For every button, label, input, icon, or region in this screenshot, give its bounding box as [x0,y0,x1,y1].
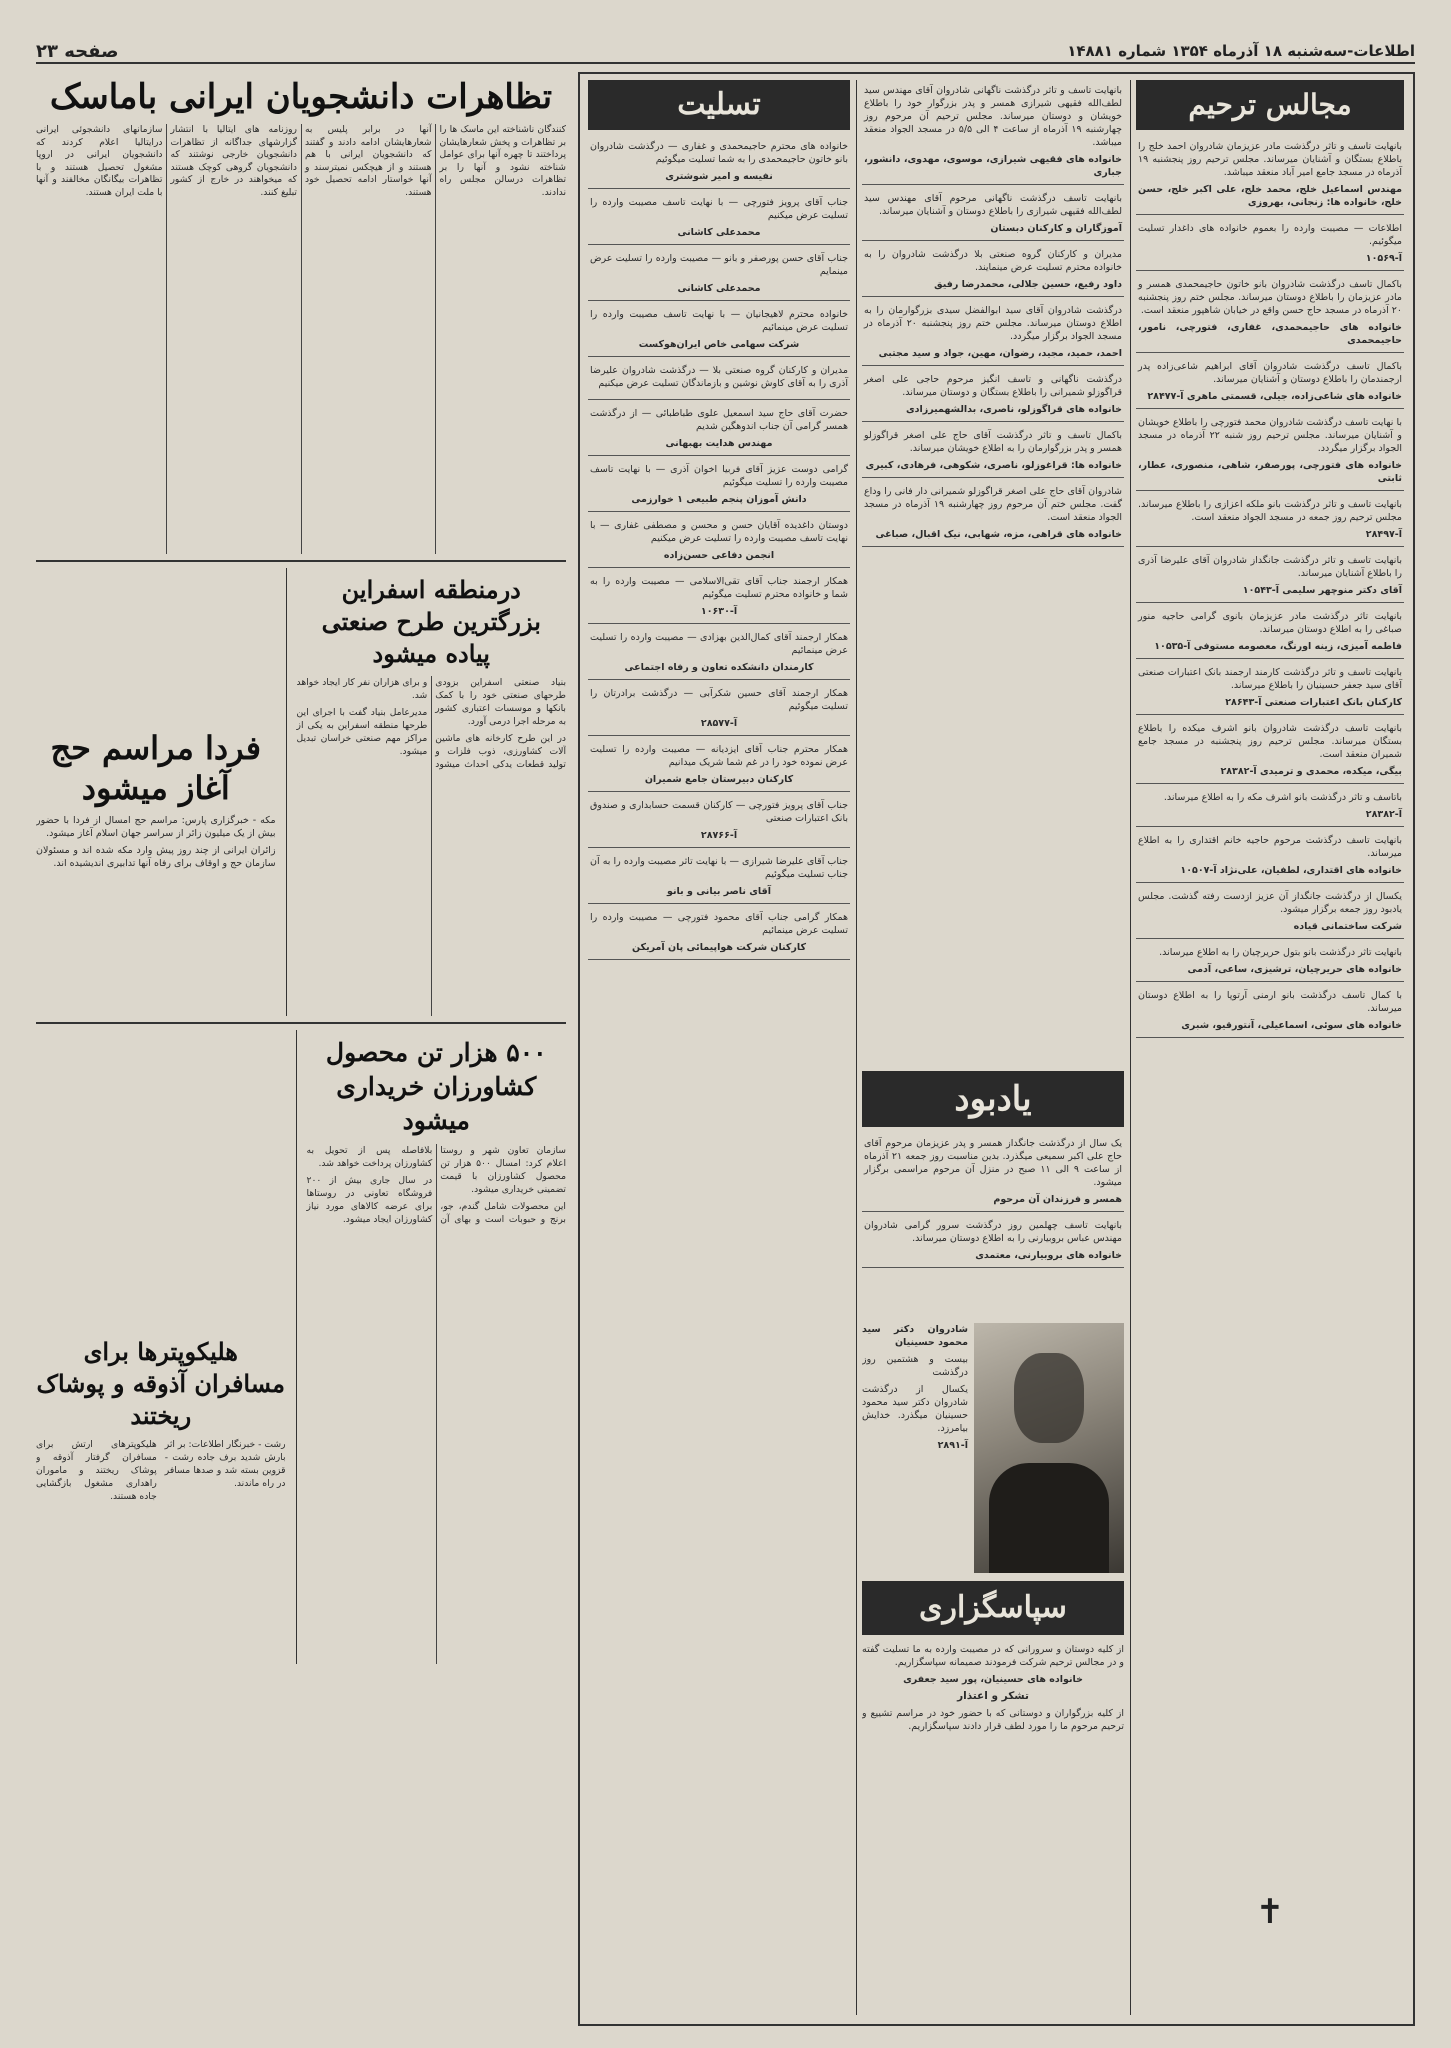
masthead [36,40,1415,64]
article-esfarayen-body [297,676,566,1016]
notice-family: شرکت ساختمانی قیاده [1293,921,1402,932]
notice-entry [1136,136,1404,215]
notice-entry [862,481,1124,547]
tashakor-text: از کلیه بزرگواران و دوستانی که با حضور خود در مراسم تشییع و ترحیم مرحوم ما را مورد لطف قرار دادند سپاسگزاریم. [862,1708,1124,1732]
notice-text: بانهایت تاسف و تاثر درگذشت جانگداز شادروان آقای علیرضا آذری را باطلاع آشنایان میرساند. [1138,555,1402,579]
notice-entry [588,304,850,357]
notice-text: خانواده های محترم حاجیمحمدی و غفاری — درگذشت شادروان بانو خاتون حاجیمحمدی را به شما تسلیت میگوئیم [590,141,848,165]
notice-text: بانهایت تاسف درگذشت شادروان بانو اشرف میکده را باطلاع بستگان میرساند. مجلس ترحیم روز پنجشنبه در مسجد جامع شمیران منعقد است. [1138,723,1402,760]
notice-text: گرامی دوست عزیز آقای فربیا اخوان آذری — با نهایت تاسف مصیبت وارده را تسلیت میگوئیم [590,464,848,488]
notice-family: خانواده های قراگوزلو، ناصری، بدالشهمیرزادی [905,404,1122,415]
notice-entry [862,425,1124,478]
notice-entry [588,403,850,456]
notice-family: خانواده های قراهی، مزه، شهابی، نیک اقبال، صباغی [875,529,1122,540]
divider [296,1030,297,1664]
notice-entry [1136,356,1404,409]
page-number: صفحه ۲۳ [36,40,119,62]
photo-sub: بیست و هشتمین روز درگذشت [862,1354,968,1378]
notice-text: مدیران و کارکنان گروه صنعتی بلا درگذشت شادروان را به خانواده محترم تسلیت عرض مینمایند. [864,249,1122,273]
notice-entry [862,244,1124,297]
notice-entry [862,1215,1124,1268]
notice-entry [1136,985,1404,1038]
news-row-2 [36,568,566,1016]
notice-signature: شرکت سهامی خاص ایران‌هوکست [638,339,800,350]
article-helicopters-body [36,1438,286,1648]
divider [1130,80,1131,2015]
issue-info: اطلاعات-سه‌شنبه ۱۸ آذرماه ۱۳۵۴ شماره ۱۴۸۸۱ [1067,42,1415,60]
notice-text: درگذشت شادروان آقای سید ابوالفضل سیدی بزرگوارمان را به اطلاع دوستان میرساند. مجلس ختم روز پنجشنبه ۲۰ آذرماه در مسجد الجواد برگزار میگردد. [864,305,1123,342]
notice-entry [588,360,850,400]
divider [36,1022,566,1024]
notice-text: همکار ارجمند آقای حسین شکرآبی — درگذشت برادرتان را تسلیت میگوئیم [590,688,848,712]
notice-family: خانواده های اقتداری، لطفیان، علی‌نژاد آ-۱۰۵۰۷ [1180,865,1402,876]
paragraph: مکه - خبرگزاری پارس: مراسم حج امسال از فردا با حضور بیش از یک میلیون زائر از سراسر جهان اسلام آغاز میشود. [36,815,276,839]
notice-text: باکمال تاسف درگذشت شادروان بانو خاتون حاجیمحمدی همسر و مادر عزیزمان را باطلاع دوستان میرساند. مجلس ختم روز پنجشنبه ۲۰ آذرماه در مسجد حاج حسن واقع در خیابان شاهپور منعقد است. [1138,279,1402,316]
notice-family: آموزگاران و کارکنان دبستان [990,223,1122,234]
paragraph: مدیرعامل بنیاد گفت با اجرای این طرحها منطقه اسفراین به یکی از مراکز مهم صنعتی خراسان تبدیل میشود. [296,707,428,757]
notice-signature: دانش آموزان پنجم طبیعی ۱ خوارزمی [631,494,807,505]
paragraph: در این طرح کارخانه های ماشین آلات کشاورزی، ذوب فلزات و تولید قطعات یدکی احداث میشود و برای هزاران نفر کار ایجاد خواهد شد. [296,677,566,770]
notice-family: کارکنان بانک اعتبارات صنعتی آ-۲۸۶۴۳ [1225,697,1402,708]
notice-family: داود رفیع، حسین جلالی، محمدرضا رفیق [934,279,1122,290]
notice-entry [588,515,850,568]
notice-entry [588,136,850,189]
notice-text: همکار ارجمند آقای کمال‌الدین بهزادی — مصیبت وارده را تسلیت عرض مینمائیم [590,632,848,656]
notice-family: بیگی، میکده، محمدی و ترمیدی آ-۲۸۳۸۲ [1220,766,1402,777]
notice-text: شادروان آقای حاج علی اصغر قراگوزلو شمیرانی دار فانی را وداع گفت. مجلس ختم آن مرحوم روز چهارشنبه ۱۹ آذرماه در مسجد الجواد منعقد است. [864,486,1122,523]
majales-entries [1136,136,1404,1906]
notice-entry [862,369,1124,422]
article-hajj-body [36,814,276,1014]
notice-family: خانواده های شاعی‌زاده، جیلی، قسمتی ماهری آ-۲۸۴۷۷ [1147,391,1402,402]
paragraph: روزنامه های ایتالیا با انتشار گزارشهای جداگانه از تظاهرات دانشجویان خارجی نوشتند که دانشجویان گروهی کوچک هستند که میخواهند در خارج از کشور تبلیغ کنند. [170,124,297,198]
notice-family: مهندس اسماعیل خلج، محمد خلج، علی اکبر خلج، حسن خلج، خانواده ها: زنجانی، بهروزی [1138,184,1402,208]
notice-signature: آقای ناصر بیانی و بانو [667,886,771,897]
divider [856,80,857,2015]
notice-entry [588,851,850,904]
notice-entry [1136,550,1404,603]
notice-signature: آ-۲۸۵۷۷ [700,718,738,729]
divider [286,568,287,1016]
notice-entry [1136,787,1404,827]
notice-family: خانواده های سوئی، اسماعیلی، آنتورقیو، شبری [1181,1020,1402,1031]
notice-signature: مهندس هدایت بهبهانی [665,438,773,449]
notice-entry [1136,718,1404,784]
notice-text: دوستان داغدیده آقایان حسن و محسن و مصطفی غفاری — با نهایت تاسف مصیبت وارده را تسلیت عرض میکنیم [590,520,848,544]
notice-text: بانهایت تاسف درگذشت مرحوم حاجیه خانم اقتداری را به اطلاع میرساند. [1138,835,1402,859]
article-farmers [307,1030,566,1664]
notice-family: فاطمه آمیزی، زینه اورنگ، معصومه مستوفی آ-۱۰۵۳۵ [1154,641,1402,652]
center-column [862,80,1124,2015]
divider [36,560,566,562]
article-helicopters [36,1030,286,1664]
notice-text: بانهایت تاسف و تاثر درگذشت ناگهانی شادروان آقای مهندس سید لطف‌الله فقیهی شیرازی همسر و پدر بزرگوار خود را باطلاع خویشان و دوستان میرساند. مجلس ترحیم آن مرحوم روز چهارشنبه ۱۹ آذرماه از ساعت ۴ الی ۵/۵ در مسجد الجواد منعقد میباشد. [864,85,1122,148]
photo-name: شادروان دکتر سید محمود حسینیان [862,1324,968,1348]
article-hajj [36,568,276,1016]
majales-column [1136,80,1404,2015]
notice-text: بانهایت تاسف چهلمین روز درگذشت سرور گرامی شادروان مهندس عباس بروبیارنی را به اطلاع دوستان میرساند. [864,1220,1122,1244]
notice-signature: محمدعلی کاشانی [677,283,761,294]
notice-signature: نفیسه و امیر شوشتری [665,171,773,182]
notice-entry [588,459,850,512]
paragraph: سازمانهای دانشجوئی ایرانی درایتالیا اعلام کردند که دانشجویان ایرانی در اروپا مشغول تحصیل هستند و با تظاهرات بیگانگان مخالفند و آنها با ملت ایران هستند. [36,124,163,198]
notice-family: آ-۱۰۵۶۹ [1365,253,1402,264]
notice-entry [1136,942,1404,982]
paragraph: هلیکوپترهای ارتش برای مسافران گرفتار آذوقه و پوشاک ریختند و ماموران راهداری مشغول بازگشایی جاده هستند. [36,1439,157,1502]
notice-text: حضرت آقای حاج سید اسمعیل علوی طباطبائی — از درگذشت همسر گرامی آن جناب اندوهگین شدیم [590,408,848,432]
news-row-3 [36,1030,566,1664]
notice-signature: انجمن دفاعی حسن‌زاده [663,550,775,561]
portrait-head [1014,1353,1084,1443]
notice-text: درگذشت ناگهانی و تاسف انگیز مرحوم حاجی علی اصغر قراگوزلو شمیرانی را باطلاع بستگان و دوستان میرساند. [864,374,1122,398]
yadbud-entries [862,1133,1124,1323]
paragraph: زائران ایرانی از چند روز پیش وارد مکه شده اند و مسئولان سازمان حج و اوقاف برای رفاه آنها تدابیری اندیشیده اند. [36,845,276,869]
paragraph: سازمان تعاون شهر و روستا اعلام کرد: امسال ۵۰۰ هزار تن محصول کشاورزان با قیمت تضمینی خریداری میشود. [440,1145,566,1195]
notice-text: جناب آقای حسن پورصفر و بانو — مصیبت وارده را تسلیت عرض مینمایم [590,253,848,277]
article-students [36,124,566,554]
notice-signature: کارکنان شرکت هواپیمائی پان آمریکن [632,942,806,953]
notice-entry [1136,412,1404,491]
notice-family: آ-۲۸۴۹۷ [1365,529,1402,540]
sepas-sig: خانواده های حسینیان، پور سید جعفری [903,1674,1083,1685]
portrait-photo [974,1323,1124,1573]
notice-family: آ-۲۸۳۸۲ [1365,809,1402,820]
majales-title: مجالس ترحیم [1136,80,1404,130]
cross-icon: ✝ [1255,1892,1285,1932]
notice-entry [1136,494,1404,547]
headline-esfarayen: درمنطقه اسفراین بزرگترین طرح صنعتی پیاده میشود [321,575,541,668]
notice-entry [1136,606,1404,659]
notice-text: یکسال از درگذشت جانگداز آن عزیز ازدست رفته گذشت. مجلس یادبود روز جمعه برگزار میشود. [1138,891,1402,915]
headline-helicopters: هلیکوپترها برای مسافران آذوقه و پوشاک ریختند [36,1337,286,1430]
notice-text: همکار ارجمند جناب آقای تقی‌الاسلامی — مصیبت وارده را به شما و خانواده محترم تسلیت میگوئیم [590,576,848,600]
notice-entry [588,907,850,960]
headline-students-masks: تظاهرات دانشجویان ایرانی باماسک [49,77,553,117]
paragraph: آنها در برابر پلیس به شعارهایشان ادامه دادند و گفتند که دانشجویان ایرانی با هم هستند و از هیچکس نمیترسند و آنها خواستار ادامه تحصیل خود هستند. [305,124,432,198]
notice-signature: کارمندان دانشکده تعاون و رفاه اجتماعی [624,662,814,673]
notice-text: اطلاعات — مصیبت وارده را بعموم خانواده های داغدار تسلیت میگوئیم. [1138,223,1402,247]
headline-farmers: ۵۰۰ هزار تن محصول کشاورزان خریداری میشود [325,1038,547,1135]
photo-notice-text [862,1323,968,1573]
center-entries [862,80,1124,1065]
notice-text: خانواده محترم لاهیجانیان — با نهایت تاسف مصیبت وارده را تسلیت عرض مینمائیم [590,309,848,333]
notice-entry [588,571,850,624]
notice-family: احمد، حمید، مجید، رضوان، مهین، جواد و سید مجتبی [878,348,1122,359]
notice-text: بانهایت تاثر درگذشت بانو بتول حریرچیان را به اطلاع میرساند. [1159,947,1402,958]
notice-text: بانهایت تاثر درگذشت مادر عزیزمان بانوی گرامی حاجیه منور صباغی را به اطلاع دوستان میرساند. [1138,611,1402,635]
tasliat-entries [588,136,850,960]
notice-entry [1136,662,1404,715]
paragraph: کنندگان ناشناخته این ماسک ها را بر تظاهرات و پخش شعارهایشان پرداختند تا چهره آنها برای عوامل شناخته نشود و آنها را بر تظاهرات درسالن مجلس راه ندادند. [439,124,566,198]
article-esfarayen [297,568,566,1016]
paragraph: رشت - خبرنگار اطلاعات: بر اثر بارش شدید برف جاده رشت - قزوین بسته شد و صدها مسافر در راه ماندند. [164,1439,286,1489]
paragraph: این محصولات شامل گندم، جو، برنج و حبوبات است و بهای آن بلافاصله پس از تحویل به کشاورزان پرداخت خواهد شد. [306,1145,566,1225]
notice-family: خانواده های فتورچی، پورصفر، شاهی، منصوری، عطار، ثابتی [1138,460,1402,484]
photo-sig: آ-۲۸۹۱ [937,1440,968,1451]
tashakor-title: تشکر و اعتذار [957,1690,1029,1702]
notice-text: همکار محترم جناب آقای ایزدیانه — مصیبت وارده را تسلیت عرض نموده خود را در غم شما شریک میدانیم [590,744,848,768]
notice-entry [1136,830,1404,883]
notice-entry [588,192,850,245]
notice-text: بانهایت تاسف درگذشت ناگهانی مرحوم آقای مهندس سید لطف‌الله فقیهی شیرازی را باطلاع دوستان و آشنایان میرساند. [864,193,1122,217]
notice-entry [862,80,1124,185]
notice-text: جناب آقای علیرضا شیرازی — با نهایت تاثر مصیبت وارده را به آن جناب تسلیت میگوئیم [590,856,848,880]
paragraph: در سال جاری بیش از ۲۰۰ فروشگاه تعاونی در روستاها برای عرضه کالاهای مورد نیاز کشاورزان ایجاد میشود. [306,1175,433,1225]
notice-text: با نهایت تاسف درگذشت شادروان محمد فتورچی را باطلاع خویشان و آشنایان میرساند. مجلس ترحیم روز شنبه ۲۲ آذرماه در مسجد الجواد برگزار میگردد. [1138,417,1402,454]
notice-entry [862,1133,1124,1212]
notice-signature: کارکنان دبیرستان جامع شمیران [644,774,794,785]
notice-text: یک سال از درگذشت جانگداز همسر و پدر عزیزمان مرحوم آقای حاج علی اکبر سمیعی میگذرد. بدین مناسبت روز جمعه ۲۱ آذرماه از ساعت ۹ الی ۱۱ صبح در منزل آن مرحوم مراسمی برگزار میشود. [864,1138,1122,1188]
notice-entry [588,795,850,848]
notice-text: همکار گرامی جناب آقای محمود فتورچی — مصیبت وارده را تسلیت عرض مینمائیم [590,912,848,936]
notice-entry [588,627,850,680]
notice-family: آقای دکتر منوچهر سلیمی آ-۱۰۵۴۳ [1242,585,1402,596]
notice-text: باکمال تاسف و تاثر درگذشت آقای حاج علی اصغر قراگوزلو همسر و پدر بزرگوارمان را به اطلاع خویشان میرساند. [864,430,1122,454]
spacer [36,1030,286,1330]
notice-family: خانواده های حاجیمحمدی، غفاری، فتورچی، نامور، حاجیمحمدی [1138,322,1402,346]
notice-entry [862,300,1124,366]
notice-text: بانهایت تاسف و تاثر درگذشت مادر عزیزمان شادروان احمد خلج را باطلاع بستگان و آشنایان میرساند. مجلس ترحیم روز پنجشنبه ۱۹ آذرماه در مسجد جامع امیر آباد منعقد میباشد. [1138,141,1402,178]
notice-entry [1136,274,1404,353]
notice-text: با کمال تاسف درگذشت بانو ارمنی آرتوپا را به اطلاع دوستان میرساند. [1138,990,1402,1014]
tasliat-title: تسلیت [588,80,850,130]
notice-signature: آ-۱۰۶۳۰ [700,606,738,617]
notice-entry [1136,218,1404,271]
notice-text: بانهایت تاسف و تاثر درگذشت بانو ملکه اعزازی را باطلاع میرساند. مجلس ترحیم روز جمعه در مسجد الجواد منعقد است. [1138,499,1402,523]
notice-entry [1136,886,1404,939]
tasliat-column [588,80,850,2015]
sepas-text: از کلیه دوستان و سرورانی که در مصیبت وارده به ما تسلیت گفته و در مجالس ترحیم شرکت فرمودند صمیمانه سپاسگزاریم. [862,1644,1124,1668]
notice-text: جناب آقای پرویز فتورچی — با نهایت تاسف مصیبت وارده را تسلیت عرض میکنیم [590,197,848,221]
portrait-body [989,1463,1109,1573]
notice-family: خانواده های بروبیارنی، معتمدی [975,1250,1122,1261]
paragraph: بنیاد صنعتی اسفراین بزودی طرحهای صنعتی خود را با کمک بانکها و موسسات اعتباری کشور به مرحله اجرا درمی آورد. [435,677,566,727]
news-column [36,70,566,2020]
photo-notice [862,1323,1124,1573]
notice-signature: آ-۲۸۷۶۶ [700,830,738,841]
notice-entry [588,739,850,792]
notice-signature: محمدعلی کاشانی [677,227,761,238]
notice-entry [862,188,1124,241]
notice-text: مدیران و کارکنان گروه صنعتی بلا — درگذشت شادروان علیرضا آذری را به آقای کاوش نوشین و بازماندگان تسلیت عرض میکنیم [590,365,848,389]
headline-hajj: فردا مراسم حج آغاز میشود [50,729,262,807]
notice-text: باکمال تاسف درگذشت شادروان آقای ابراهیم شاعی‌زاده پدر ارجمندمان را باطلاع دوستان و آشنایان میرساند. [1138,361,1402,385]
notice-family: خانواده ها: قراغوزلو، ناصری، شکوهی، فرهادی، کبیری [865,460,1122,471]
sepasgozari-title: سپاسگزاری [862,1581,1124,1635]
notice-text: باتاسف و تاثر درگذشت بانو اشرف مکه را به اطلاع میرساند. [1163,792,1402,803]
notice-text: جناب آقای پرویز فتورچی — کارکنان قسمت حسابداری و صندوق بانک اعتبارات صنعتی [590,800,848,824]
yadbud-title: یادبود [862,1071,1124,1127]
article-farmers-body [307,1144,566,1664]
notice-entry [588,248,850,301]
photo-text: یکسال از درگذشت شادروان دکتر سید محمود حسینیان میگذرد. خدایش بیامرزد. [862,1384,968,1434]
notice-family: همسر و فرزندان آن مرحوم [993,1194,1122,1205]
notice-entry [588,683,850,736]
notice-family: خانواده های حریرچیان، ترشیزی، ساعی، آدمی [1187,964,1402,975]
notice-text: بانهایت تاسف و تاثر درگذشت کارمند ارجمند بانک اعتبارات صنعتی آقای سید جعفر حسینیان را باطلاع میرساند. [1138,667,1402,691]
notice-family: خانواده های فقیهی شیرازی، موسوی، مهدوی، دانشور، جباری [864,154,1122,178]
